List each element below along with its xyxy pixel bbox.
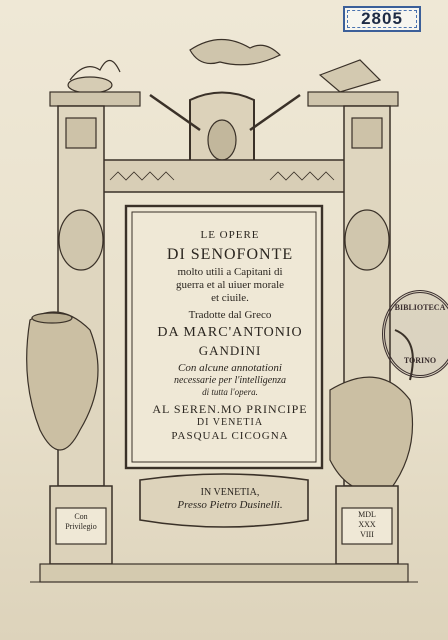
annotation-line: necessarie per l'intelligenza [173,375,287,386]
left-plate [58,512,104,532]
right-medallion [345,210,389,270]
translation-line: Tradotte dal Greco [188,309,272,321]
left-medallion [59,210,103,270]
imprint-place: IN VENETIA, [200,487,260,498]
right-plate [344,510,390,540]
stamp-text-top: BIBLIOTECA [394,303,446,312]
right-trophy [320,60,380,92]
description-line: guerra et al uiuer morale [175,279,285,291]
right-plate-line: MDL [358,510,376,519]
left-plate-line: Con [74,512,88,521]
library-stamp [382,290,448,378]
dedication-line: PASQUAL CICOGNA [171,430,289,442]
right-figure [330,377,413,492]
translator-line: GANDINI [198,343,262,358]
description-line: et ciuile. [211,292,249,304]
description-line: molto utili a Capitani di [177,266,283,278]
stamp-text-bottom: TORINO [403,356,437,365]
annotation-line: di tutta l'opera. [202,387,258,397]
imprint [150,486,310,512]
dedication-line: AL SEREN.MO PRINCIPE [152,402,308,416]
imprint-printer: Presso Pietro Dusinelli. [177,499,283,511]
annotation-line: Con alcune annotationi [178,362,282,374]
left-plate-line: Privilegio [65,522,97,531]
shelfmark-label: 2805 [343,6,421,32]
right-plate-line: XXX [358,520,376,529]
translator-line: DA MARC'ANTONIO [157,325,303,340]
title-line: LE OPERE [200,229,260,241]
author-line: DI SENOFONTE [166,246,294,263]
winged-lion [190,39,280,64]
right-plate-line: VIII [360,530,374,539]
title-text-block [140,222,320,462]
dedication-line: DI VENETIA [196,417,264,428]
